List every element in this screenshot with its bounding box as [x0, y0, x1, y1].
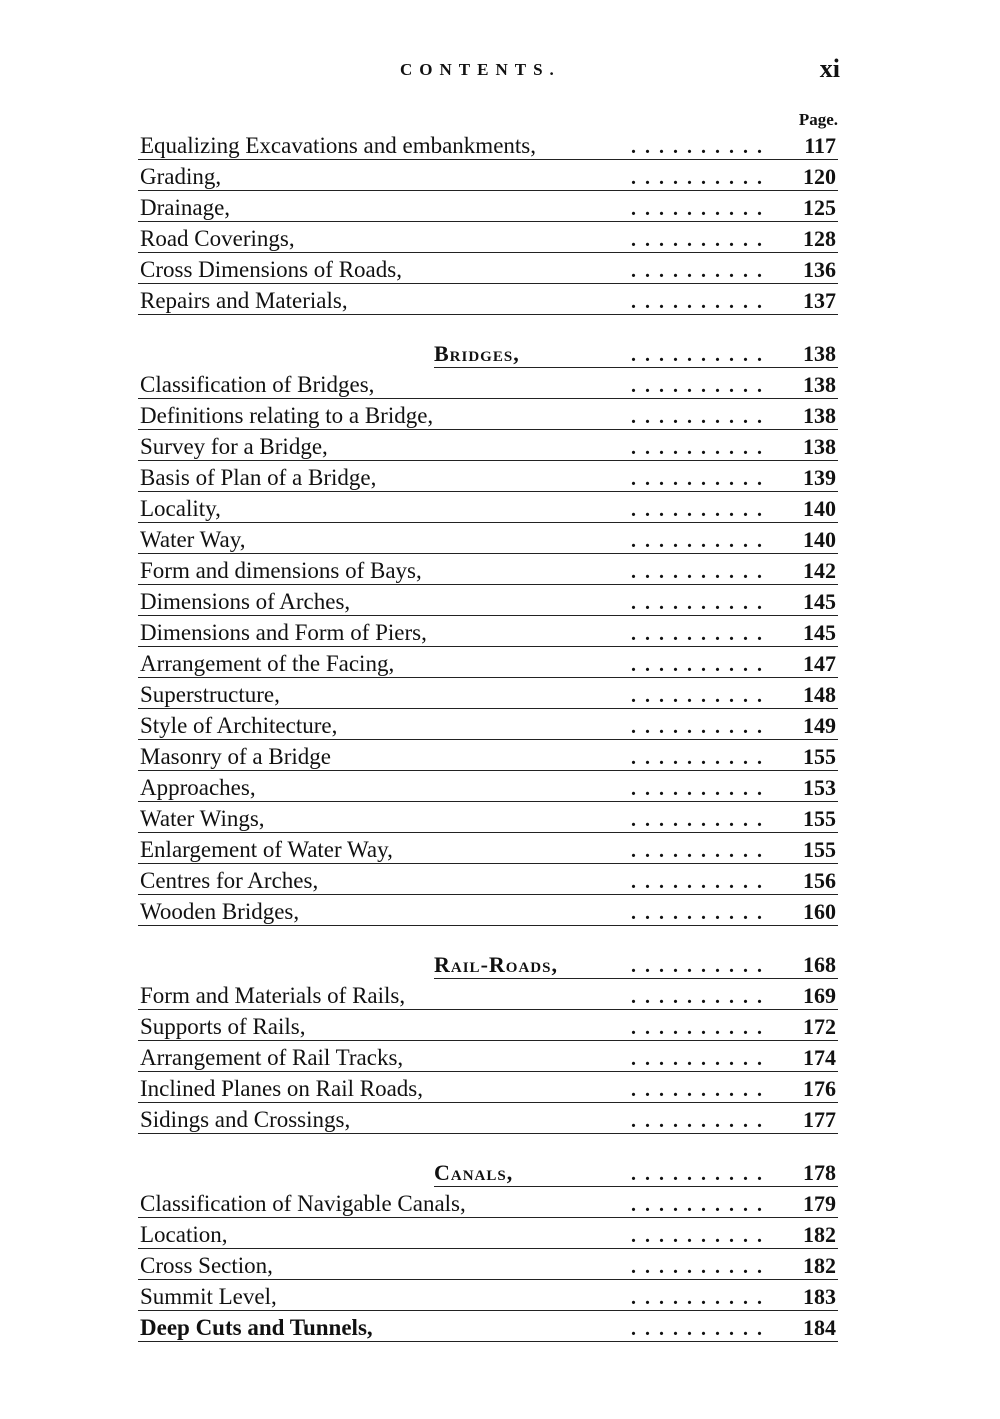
- entry-page-number: 156: [803, 868, 836, 893]
- toc-entry[interactable]: [138, 254, 838, 284]
- entry-page-number: 182: [803, 1222, 836, 1247]
- toc-entry[interactable]: [138, 1011, 838, 1041]
- entry-title: Water Way,: [140, 527, 246, 552]
- dot-leader: . . . . . . . . . .: [631, 840, 764, 862]
- entry-title: Road Coverings,: [140, 226, 295, 251]
- section-heading-row[interactable]: [138, 338, 838, 368]
- entry-page-number: 138: [803, 372, 836, 397]
- entry-page-number: 153: [803, 775, 836, 800]
- entry-title: Definitions relating to a Bridge,: [140, 403, 434, 428]
- dot-leader: . . . . . . . . . .: [631, 1110, 764, 1132]
- dot-leader: . . . . . . . . . .: [631, 167, 764, 189]
- dot-leader: . . . . . . . . . .: [631, 530, 764, 552]
- dot-leader: . . . . . . . . . .: [631, 291, 764, 313]
- entry-page-number: 155: [803, 806, 836, 831]
- entry-page-number: 128: [803, 226, 836, 251]
- entry-page-number: 160: [803, 899, 836, 924]
- entry-title: Approaches,: [140, 775, 256, 800]
- entry-page-number: 182: [803, 1253, 836, 1278]
- dot-leader: . . . . . . . . . .: [631, 1048, 764, 1070]
- entry-page-number: 169: [803, 983, 836, 1008]
- toc-entry[interactable]: [138, 741, 838, 771]
- dot-leader: . . . . . . . . . .: [631, 1163, 764, 1185]
- entry-title: Wooden Bridges,: [140, 899, 300, 924]
- entry-title: Location,: [140, 1222, 228, 1247]
- section-page-number: 138: [803, 341, 836, 366]
- toc-entry[interactable]: [138, 1281, 838, 1311]
- dot-leader: . . . . . . . . . .: [631, 406, 764, 428]
- dot-leader: . . . . . . . . . .: [631, 344, 764, 366]
- dot-leader: . . . . . . . . . .: [631, 1318, 764, 1340]
- dot-leader: . . . . . . . . . .: [631, 1017, 764, 1039]
- dot-leader: . . . . . . . . . .: [631, 778, 764, 800]
- toc-entry[interactable]: [138, 772, 838, 802]
- toc-entry[interactable]: [138, 462, 838, 492]
- entry-title: Centres for Arches,: [140, 868, 319, 893]
- dot-leader: . . . . . . . . . .: [631, 437, 764, 459]
- entry-title: Form and Materials of Rails,: [140, 983, 406, 1008]
- toc-entry[interactable]: [138, 865, 838, 895]
- entry-title: Grading,: [140, 164, 222, 189]
- entry-page-number: 145: [803, 620, 836, 645]
- toc-entry[interactable]: [138, 524, 838, 554]
- toc-entry[interactable]: [138, 555, 838, 585]
- dot-leader: . . . . . . . . . .: [631, 561, 764, 583]
- toc-entry[interactable]: [138, 369, 838, 399]
- dot-leader: . . . . . . . . . .: [631, 136, 764, 158]
- entry-title: Form and dimensions of Bays,: [140, 558, 422, 583]
- dot-leader: . . . . . . . . . .: [631, 1287, 764, 1309]
- toc-entry[interactable]: [138, 1042, 838, 1072]
- entry-title: Style of Architecture,: [140, 713, 338, 738]
- entry-title: Basis of Plan of a Bridge,: [140, 465, 377, 490]
- toc-entry[interactable]: [138, 1104, 838, 1134]
- toc-entry[interactable]: [138, 285, 838, 315]
- entry-title: Locality,: [140, 496, 221, 521]
- section-rule: [434, 948, 838, 979]
- entry-page-number: 174: [803, 1045, 836, 1070]
- entry-title: Sidings and Crossings,: [140, 1107, 351, 1132]
- entry-title: Equalizing Excavations and embankments,: [140, 133, 536, 158]
- entry-page-number: 117: [804, 133, 836, 158]
- dot-leader: . . . . . . . . . .: [631, 375, 764, 397]
- entry-page-number: 145: [803, 589, 836, 614]
- entry-title: Cross Dimensions of Roads,: [140, 257, 402, 282]
- entry-title: Arrangement of Rail Tracks,: [140, 1045, 404, 1070]
- entry-title: Superstructure,: [140, 682, 280, 707]
- entry-page-number: 155: [803, 744, 836, 769]
- entry-page-number: 138: [803, 403, 836, 428]
- entry-title: Survey for a Bridge,: [140, 434, 328, 459]
- entry-page-number: 177: [803, 1107, 836, 1132]
- entry-page-number: 137: [803, 288, 836, 313]
- toc-entry[interactable]: [138, 617, 838, 647]
- dot-leader: . . . . . . . . . .: [631, 229, 764, 251]
- entry-title: Dimensions of Arches,: [140, 589, 351, 614]
- dot-leader: . . . . . . . . . .: [631, 871, 764, 893]
- entry-page-number: 140: [803, 496, 836, 521]
- entry-title: Cross Section,: [140, 1253, 273, 1278]
- toc-entry[interactable]: [138, 896, 838, 926]
- entry-page-number: 148: [803, 682, 836, 707]
- dot-leader: . . . . . . . . . .: [631, 955, 764, 977]
- toc-entry[interactable]: [138, 431, 838, 461]
- entry-page-number: 176: [803, 1076, 836, 1101]
- page-column-label: Page.: [798, 110, 838, 129]
- dot-leader: . . . . . . . . . .: [631, 716, 764, 738]
- section-gap: [138, 316, 838, 338]
- section-title: Rail-Roads,: [434, 952, 558, 977]
- entry-page-number: 155: [803, 837, 836, 862]
- dot-leader: . . . . . . . . . .: [631, 499, 764, 521]
- dot-leader: . . . . . . . . . .: [631, 260, 764, 282]
- entry-title: Drainage,: [140, 195, 231, 220]
- dot-leader: . . . . . . . . . .: [631, 809, 764, 831]
- toc-entry[interactable]: [138, 980, 838, 1010]
- toc-entry[interactable]: [138, 1312, 838, 1342]
- toc-entry[interactable]: [138, 1188, 838, 1218]
- entry-page-number: 172: [803, 1014, 836, 1039]
- toc-entry[interactable]: [138, 161, 838, 191]
- entry-page-number: 147: [803, 651, 836, 676]
- dot-leader: . . . . . . . . . .: [631, 685, 764, 707]
- toc-entry[interactable]: [138, 1073, 838, 1103]
- toc-entry[interactable]: [138, 834, 838, 864]
- toc-entry[interactable]: [138, 223, 838, 253]
- entry-title: Summit Level,: [140, 1284, 277, 1309]
- section-gap: [138, 927, 838, 949]
- entry-title: Masonry of a Bridge: [140, 744, 331, 769]
- section-heading-row[interactable]: [138, 1157, 838, 1187]
- entry-title: Arrangement of the Facing,: [140, 651, 395, 676]
- entry-page-number: 142: [803, 558, 836, 583]
- running-head: [0, 54, 1000, 88]
- entry-title: Deep Cuts and Tunnels,: [140, 1315, 373, 1340]
- entry-title: Dimensions and Form of Piers,: [140, 620, 427, 645]
- entry-page-number: 138: [803, 434, 836, 459]
- dot-leader: . . . . . . . . . .: [631, 1225, 764, 1247]
- dot-leader: . . . . . . . . . .: [631, 1194, 764, 1216]
- section-title: Canals,: [434, 1160, 514, 1185]
- entry-page-number: 140: [803, 527, 836, 552]
- toc-entry[interactable]: [138, 586, 838, 616]
- section-rule: [434, 1156, 838, 1187]
- toc-entry[interactable]: [138, 1219, 838, 1249]
- toc-entry[interactable]: [138, 192, 838, 222]
- section-title: Bridges,: [434, 341, 520, 366]
- entry-page-number: 125: [803, 195, 836, 220]
- dot-leader: . . . . . . . . . .: [631, 747, 764, 769]
- table-of-contents: [138, 130, 838, 1343]
- section-gap: [138, 1135, 838, 1157]
- entry-title: Water Wings,: [140, 806, 265, 831]
- entry-page-number: 120: [803, 164, 836, 189]
- dot-leader: . . . . . . . . . .: [631, 1079, 764, 1101]
- dot-leader: . . . . . . . . . .: [631, 198, 764, 220]
- entry-page-number: 184: [803, 1315, 836, 1340]
- section-page-number: 168: [803, 952, 836, 977]
- entry-page-number: 183: [803, 1284, 836, 1309]
- section-page-number: 178: [803, 1160, 836, 1185]
- entry-title: Classification of Navigable Canals,: [140, 1191, 466, 1216]
- entry-title: Repairs and Materials,: [140, 288, 348, 313]
- dot-leader: . . . . . . . . . .: [631, 592, 764, 614]
- entry-page-number: 139: [803, 465, 836, 490]
- dot-leader: . . . . . . . . . .: [631, 654, 764, 676]
- toc-entry[interactable]: [138, 400, 838, 430]
- entry-page-number: 149: [803, 713, 836, 738]
- toc-entry[interactable]: [138, 1250, 838, 1280]
- toc-entry[interactable]: [138, 679, 838, 709]
- toc-entry[interactable]: [138, 493, 838, 523]
- entry-title: Classification of Bridges,: [140, 372, 375, 397]
- toc-entry[interactable]: [138, 803, 838, 833]
- section-heading-row[interactable]: [138, 949, 838, 979]
- toc-entry[interactable]: [138, 648, 838, 678]
- dot-leader: . . . . . . . . . .: [631, 1256, 764, 1278]
- entry-page-number: 179: [803, 1191, 836, 1216]
- toc-entry[interactable]: [138, 130, 838, 160]
- dot-leader: . . . . . . . . . .: [631, 902, 764, 924]
- entry-title: Enlargement of Water Way,: [140, 837, 393, 862]
- toc-entry[interactable]: [138, 710, 838, 740]
- dot-leader: . . . . . . . . . .: [631, 986, 764, 1008]
- dot-leader: . . . . . . . . . .: [631, 468, 764, 490]
- section-rule: [434, 337, 838, 368]
- dot-leader: . . . . . . . . . .: [631, 623, 764, 645]
- page-title: CONTENTS.: [400, 60, 561, 79]
- entry-page-number: 136: [803, 257, 836, 282]
- page-number: xi: [819, 54, 840, 83]
- entry-title: Inclined Planes on Rail Roads,: [140, 1076, 423, 1101]
- entry-title: Supports of Rails,: [140, 1014, 306, 1039]
